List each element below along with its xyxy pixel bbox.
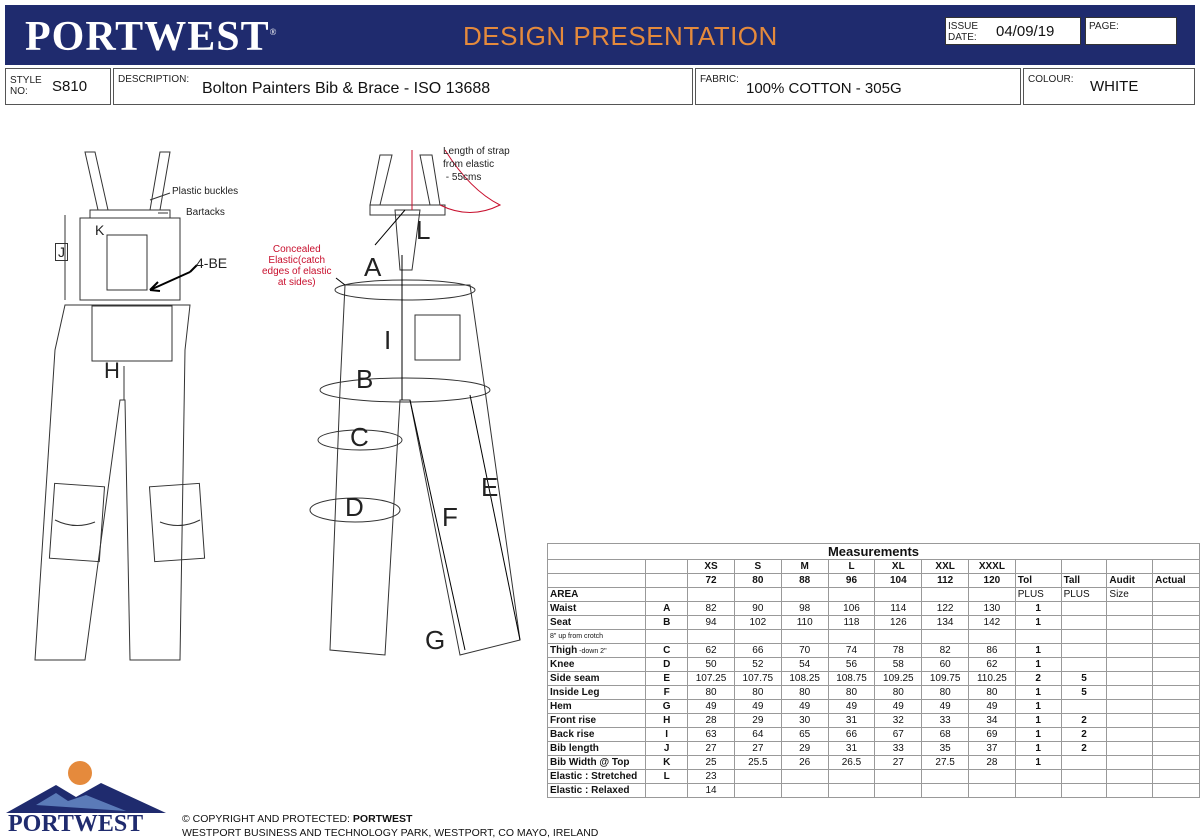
front-view-drawing — [35, 152, 205, 660]
size-label: L — [828, 560, 875, 574]
point-letter — [646, 630, 688, 644]
column-header: Tol — [1015, 574, 1061, 588]
measurement-value: 33 — [922, 714, 969, 728]
point-letter-h: H — [104, 358, 120, 383]
measurement-value: 25.5 — [734, 756, 781, 770]
measurement-row — [548, 644, 1200, 658]
measurement-value: 118 — [828, 616, 875, 630]
table-cell — [1107, 560, 1153, 574]
area-name: Bib Width @ Top — [548, 756, 646, 770]
measurement-value: 74 — [828, 644, 875, 658]
tall-value — [1061, 616, 1107, 630]
tolerance-value: 2 — [1015, 672, 1061, 686]
tolerance-value: 1 — [1015, 658, 1061, 672]
table-cell — [646, 574, 688, 588]
back-view-drawing — [310, 150, 520, 655]
measurement-value: 110.25 — [969, 672, 1016, 686]
measurement-value: 31 — [828, 742, 875, 756]
table-cell — [1153, 644, 1200, 658]
table-cell — [828, 588, 875, 602]
measurement-row — [548, 616, 1200, 630]
measurement-value — [922, 770, 969, 784]
table-cell — [646, 560, 688, 574]
page-label: PAGE: — [1089, 21, 1119, 32]
table-cell — [1107, 742, 1153, 756]
table-cell — [688, 588, 735, 602]
colour-box — [1023, 68, 1195, 105]
point-letter: G — [646, 700, 688, 714]
point-letter-f: F — [442, 502, 458, 532]
table-cell — [1107, 658, 1153, 672]
table-cell — [1107, 756, 1153, 770]
column-header: Actual — [1153, 574, 1200, 588]
tolerance-value: 1 — [1015, 686, 1061, 700]
measurements-table — [547, 543, 1200, 798]
table-cell — [1153, 672, 1200, 686]
measurement-value — [781, 630, 828, 644]
size-label: XS — [688, 560, 735, 574]
measurement-value — [734, 630, 781, 644]
measurement-value: 49 — [922, 700, 969, 714]
measurement-value: 109.25 — [875, 672, 922, 686]
measurement-value: 26.5 — [828, 756, 875, 770]
issue-date-label: ISSUE DATE: — [948, 21, 979, 43]
garment-technical-drawing — [0, 110, 540, 670]
measurement-row — [548, 658, 1200, 672]
measurement-row — [548, 672, 1200, 686]
area-header-row — [548, 588, 1200, 602]
size-value: 80 — [734, 574, 781, 588]
measurement-row — [548, 770, 1200, 784]
fabric-value: 100% COTTON - 305G — [746, 80, 902, 97]
measurement-value: 62 — [688, 644, 735, 658]
column-header: Audit — [1107, 574, 1153, 588]
tolerance-value — [1015, 630, 1061, 644]
header-bar — [5, 5, 1195, 65]
measurement-value — [781, 770, 828, 784]
size-label: XL — [875, 560, 922, 574]
measurement-value: 26 — [781, 756, 828, 770]
tall-value — [1061, 770, 1107, 784]
point-letter: J — [646, 742, 688, 756]
measurement-value: 67 — [875, 728, 922, 742]
table-cell — [875, 588, 922, 602]
copyright-block: © COPYRIGHT AND PROTECTED: PORTWEST WESTPORT BUSINESS AND TECHNOLOGY PARK, WESTPORT, CO MAYO, IRELAND — [182, 813, 599, 839]
table-cell — [781, 588, 828, 602]
size-label: XXXL — [969, 560, 1016, 574]
bartacks-label: Bartacks — [186, 207, 225, 218]
measurement-value: 80 — [734, 686, 781, 700]
tall-value — [1061, 658, 1107, 672]
description-box — [113, 68, 693, 105]
measurement-value: 34 — [969, 714, 1016, 728]
measurement-value: 106 — [828, 602, 875, 616]
area-name: Thigh -down 2" — [548, 644, 646, 658]
measurement-value: 54 — [781, 658, 828, 672]
plus-label: PLUS — [1015, 588, 1061, 602]
point-letter-j: J — [55, 243, 68, 261]
point-letter-k: K — [95, 222, 105, 238]
size-label: M — [781, 560, 828, 574]
description-value: Bolton Painters Bib & Brace - ISO 13688 — [202, 80, 491, 97]
table-cell — [1153, 714, 1200, 728]
measurement-value: 126 — [875, 616, 922, 630]
point-letter-c: C — [350, 422, 369, 452]
measurement-row — [548, 686, 1200, 700]
tall-value: 5 — [1061, 686, 1107, 700]
measurement-value: 49 — [734, 700, 781, 714]
tolerance-value: 1 — [1015, 602, 1061, 616]
tolerance-value: 1 — [1015, 756, 1061, 770]
plus-label: PLUS — [1061, 588, 1107, 602]
measurement-value — [688, 630, 735, 644]
table-cell — [1015, 560, 1061, 574]
table-cell — [1107, 672, 1153, 686]
point-letter: D — [646, 658, 688, 672]
tall-value — [1061, 630, 1107, 644]
tolerance-value — [1015, 770, 1061, 784]
measurement-value: 107.75 — [734, 672, 781, 686]
measurement-value: 142 — [969, 616, 1016, 630]
size-value: 104 — [875, 574, 922, 588]
measurement-value: 52 — [734, 658, 781, 672]
point-letter: F — [646, 686, 688, 700]
measurement-value: 134 — [922, 616, 969, 630]
measurement-value: 49 — [969, 700, 1016, 714]
tall-value — [1061, 700, 1107, 714]
measurement-value: 60 — [922, 658, 969, 672]
measurement-value: 110 — [781, 616, 828, 630]
style-box — [5, 68, 111, 105]
tall-value — [1061, 602, 1107, 616]
table-title: Measurements — [548, 544, 1200, 560]
measurement-value: 68 — [922, 728, 969, 742]
measurement-row — [548, 700, 1200, 714]
measurement-value: 90 — [734, 602, 781, 616]
area-name: Elastic : Stretched — [548, 770, 646, 784]
table-title-row — [548, 544, 1200, 560]
measurement-value: 109.75 — [922, 672, 969, 686]
measurement-value: 66 — [828, 728, 875, 742]
table-cell — [1153, 630, 1200, 644]
area-name: Front rise — [548, 714, 646, 728]
measurement-value — [969, 770, 1016, 784]
size-value: 120 — [969, 574, 1016, 588]
measurement-value: 108.75 — [828, 672, 875, 686]
measurement-value: 29 — [781, 742, 828, 756]
tall-value: 5 — [1061, 672, 1107, 686]
point-letter: A — [646, 602, 688, 616]
tall-value: 2 — [1061, 728, 1107, 742]
four-be-label: 4-BE — [196, 255, 228, 271]
table-cell — [1153, 770, 1200, 784]
issue-date-value: 04/09/19 — [996, 23, 1055, 40]
measurement-value: 66 — [734, 644, 781, 658]
point-letter: B — [646, 616, 688, 630]
measurement-value: 82 — [922, 644, 969, 658]
measurement-value: 80 — [781, 686, 828, 700]
size-label: S — [734, 560, 781, 574]
measurement-row — [548, 728, 1200, 742]
description-label: DESCRIPTION: — [118, 74, 190, 85]
measurement-value: 78 — [875, 644, 922, 658]
measurement-value: 107.25 — [688, 672, 735, 686]
area-name: Side seam — [548, 672, 646, 686]
measurement-value: 70 — [781, 644, 828, 658]
table-cell — [1153, 756, 1200, 770]
size-value-row — [548, 574, 1200, 588]
size-label-row — [548, 560, 1200, 574]
area-name: Hem — [548, 700, 646, 714]
measurement-value — [922, 784, 969, 798]
measurement-value: 32 — [875, 714, 922, 728]
point-letter: K — [646, 756, 688, 770]
table-cell — [1107, 770, 1153, 784]
measurement-value: 80 — [875, 686, 922, 700]
colour-label: COLOUR: — [1028, 74, 1074, 85]
measurement-value — [969, 784, 1016, 798]
point-letter: C — [646, 644, 688, 658]
measurement-value: 23 — [688, 770, 735, 784]
table-cell — [1153, 616, 1200, 630]
area-header: AREA — [548, 588, 646, 602]
measurement-value: 30 — [781, 714, 828, 728]
size-label: XXL — [922, 560, 969, 574]
point-letter-i: I — [384, 325, 392, 355]
table-cell — [1107, 686, 1153, 700]
measurement-value: 49 — [781, 700, 828, 714]
table-cell — [1107, 602, 1153, 616]
area-name: 8" up from crotch — [548, 630, 646, 644]
size-value: 96 — [828, 574, 875, 588]
measurement-value: 31 — [828, 714, 875, 728]
table-cell — [969, 588, 1016, 602]
table-cell — [1153, 658, 1200, 672]
measurement-row — [548, 714, 1200, 728]
measurement-value: 14 — [688, 784, 735, 798]
document-title: DESIGN PRESENTATION — [463, 21, 778, 51]
point-letter: E — [646, 672, 688, 686]
table-cell — [1107, 700, 1153, 714]
tall-value: 2 — [1061, 742, 1107, 756]
measurement-value: 33 — [875, 742, 922, 756]
measurement-value — [828, 784, 875, 798]
plastic-buckles-label: Plastic buckles — [172, 186, 239, 197]
issue-date-box — [945, 17, 1081, 45]
measurement-value: 102 — [734, 616, 781, 630]
table-cell — [1153, 700, 1200, 714]
measurement-value: 27 — [688, 742, 735, 756]
table-cell — [1153, 784, 1200, 798]
measurement-value: 98 — [781, 602, 828, 616]
tall-value — [1061, 784, 1107, 798]
concealed-elastic-label: Concealed Elastic(catch edges of elastic at sides) — [262, 244, 332, 288]
fabric-label: FABRIC: — [700, 74, 739, 85]
measurement-value: 69 — [969, 728, 1016, 742]
measurement-value: 28 — [969, 756, 1016, 770]
measurement-value — [734, 784, 781, 798]
table-cell — [1107, 784, 1153, 798]
measurement-value: 64 — [734, 728, 781, 742]
measurement-value: 130 — [969, 602, 1016, 616]
measurement-value: 63 — [688, 728, 735, 742]
measurement-value: 56 — [828, 658, 875, 672]
measurement-value: 82 — [688, 602, 735, 616]
point-letter — [646, 784, 688, 798]
fabric-box — [695, 68, 1021, 105]
strap-length-label: Length of strap from elastic - 55cms — [443, 146, 510, 183]
measurement-value — [969, 630, 1016, 644]
point-letter-e: E — [481, 472, 499, 502]
area-name: Knee — [548, 658, 646, 672]
point-letter-l: L — [416, 215, 431, 245]
table-cell — [1153, 602, 1200, 616]
measurement-value — [875, 784, 922, 798]
measurement-row — [548, 630, 1200, 644]
measurement-value: 49 — [828, 700, 875, 714]
page-box — [1085, 17, 1177, 45]
tall-value: 2 — [1061, 714, 1107, 728]
table-cell — [1107, 644, 1153, 658]
area-name: Seat — [548, 616, 646, 630]
tolerance-value: 1 — [1015, 700, 1061, 714]
point-letter-a: A — [364, 252, 382, 282]
table-cell — [1107, 728, 1153, 742]
measurement-value — [875, 630, 922, 644]
tolerance-value: 1 — [1015, 728, 1061, 742]
tall-value — [1061, 756, 1107, 770]
point-letter: I — [646, 728, 688, 742]
column-header: Tall — [1061, 574, 1107, 588]
area-name: Waist — [548, 602, 646, 616]
measurement-value: 29 — [734, 714, 781, 728]
measurement-value — [875, 770, 922, 784]
brand-logo-text: PORTWEST® — [25, 14, 278, 60]
table-cell — [1153, 686, 1200, 700]
area-name: Inside Leg — [548, 686, 646, 700]
table-cell — [1061, 560, 1107, 574]
tolerance-value: 1 — [1015, 616, 1061, 630]
table-cell — [1153, 742, 1200, 756]
area-name: Elastic : Relaxed — [548, 784, 646, 798]
table-cell — [1107, 616, 1153, 630]
area-name: Bib length — [548, 742, 646, 756]
measurement-row — [548, 756, 1200, 770]
point-letter: H — [646, 714, 688, 728]
measurement-value: 27 — [734, 742, 781, 756]
table-cell — [922, 588, 969, 602]
size-value: 72 — [688, 574, 735, 588]
measurement-value: 58 — [875, 658, 922, 672]
tolerance-value — [1015, 784, 1061, 798]
measurement-value: 80 — [969, 686, 1016, 700]
measurement-value: 35 — [922, 742, 969, 756]
size-value: 112 — [922, 574, 969, 588]
point-letter-g: G — [425, 625, 446, 655]
table-cell — [1107, 714, 1153, 728]
measurement-value: 86 — [969, 644, 1016, 658]
measurement-value — [828, 630, 875, 644]
measurement-value: 27 — [875, 756, 922, 770]
table-cell — [548, 574, 646, 588]
table-cell — [1153, 560, 1200, 574]
measurement-value: 28 — [688, 714, 735, 728]
measurement-value: 49 — [688, 700, 735, 714]
measurement-value — [781, 784, 828, 798]
colour-value: WHITE — [1090, 78, 1139, 95]
measurement-value: 65 — [781, 728, 828, 742]
tolerance-value: 1 — [1015, 742, 1061, 756]
measurement-value: 27.5 — [922, 756, 969, 770]
point-letter-b: B — [356, 364, 374, 394]
point-letter: L — [646, 770, 688, 784]
measurement-value: 49 — [875, 700, 922, 714]
plus-label: Size — [1107, 588, 1153, 602]
size-value: 88 — [781, 574, 828, 588]
measurement-value: 80 — [688, 686, 735, 700]
table-cell — [548, 560, 646, 574]
measurement-value: 37 — [969, 742, 1016, 756]
portwest-footer-logo — [6, 755, 166, 835]
table-cell — [1153, 588, 1200, 602]
measurement-value: 80 — [922, 686, 969, 700]
style-label: STYLE NO: — [10, 75, 42, 97]
tall-value — [1061, 644, 1107, 658]
measurement-row — [548, 742, 1200, 756]
area-name: Back rise — [548, 728, 646, 742]
measurement-value: 50 — [688, 658, 735, 672]
point-letter-d: D — [345, 492, 364, 522]
measurement-value — [734, 770, 781, 784]
measurement-value: 94 — [688, 616, 735, 630]
tolerance-value: 1 — [1015, 644, 1061, 658]
table-cell — [646, 588, 688, 602]
table-cell — [734, 588, 781, 602]
measurement-value: 114 — [875, 602, 922, 616]
measurement-value: 25 — [688, 756, 735, 770]
measurement-value — [828, 770, 875, 784]
style-number: S810 — [52, 78, 88, 95]
measurement-row — [548, 602, 1200, 616]
measurement-value: 122 — [922, 602, 969, 616]
measurement-value: 62 — [969, 658, 1016, 672]
tolerance-value: 1 — [1015, 714, 1061, 728]
measurement-value: 108.25 — [781, 672, 828, 686]
table-cell — [1107, 630, 1153, 644]
measurement-value: 80 — [828, 686, 875, 700]
svg-text:PORTWEST: PORTWEST — [8, 811, 144, 835]
measurement-row — [548, 784, 1200, 798]
measurement-value — [922, 630, 969, 644]
table-cell — [1153, 728, 1200, 742]
